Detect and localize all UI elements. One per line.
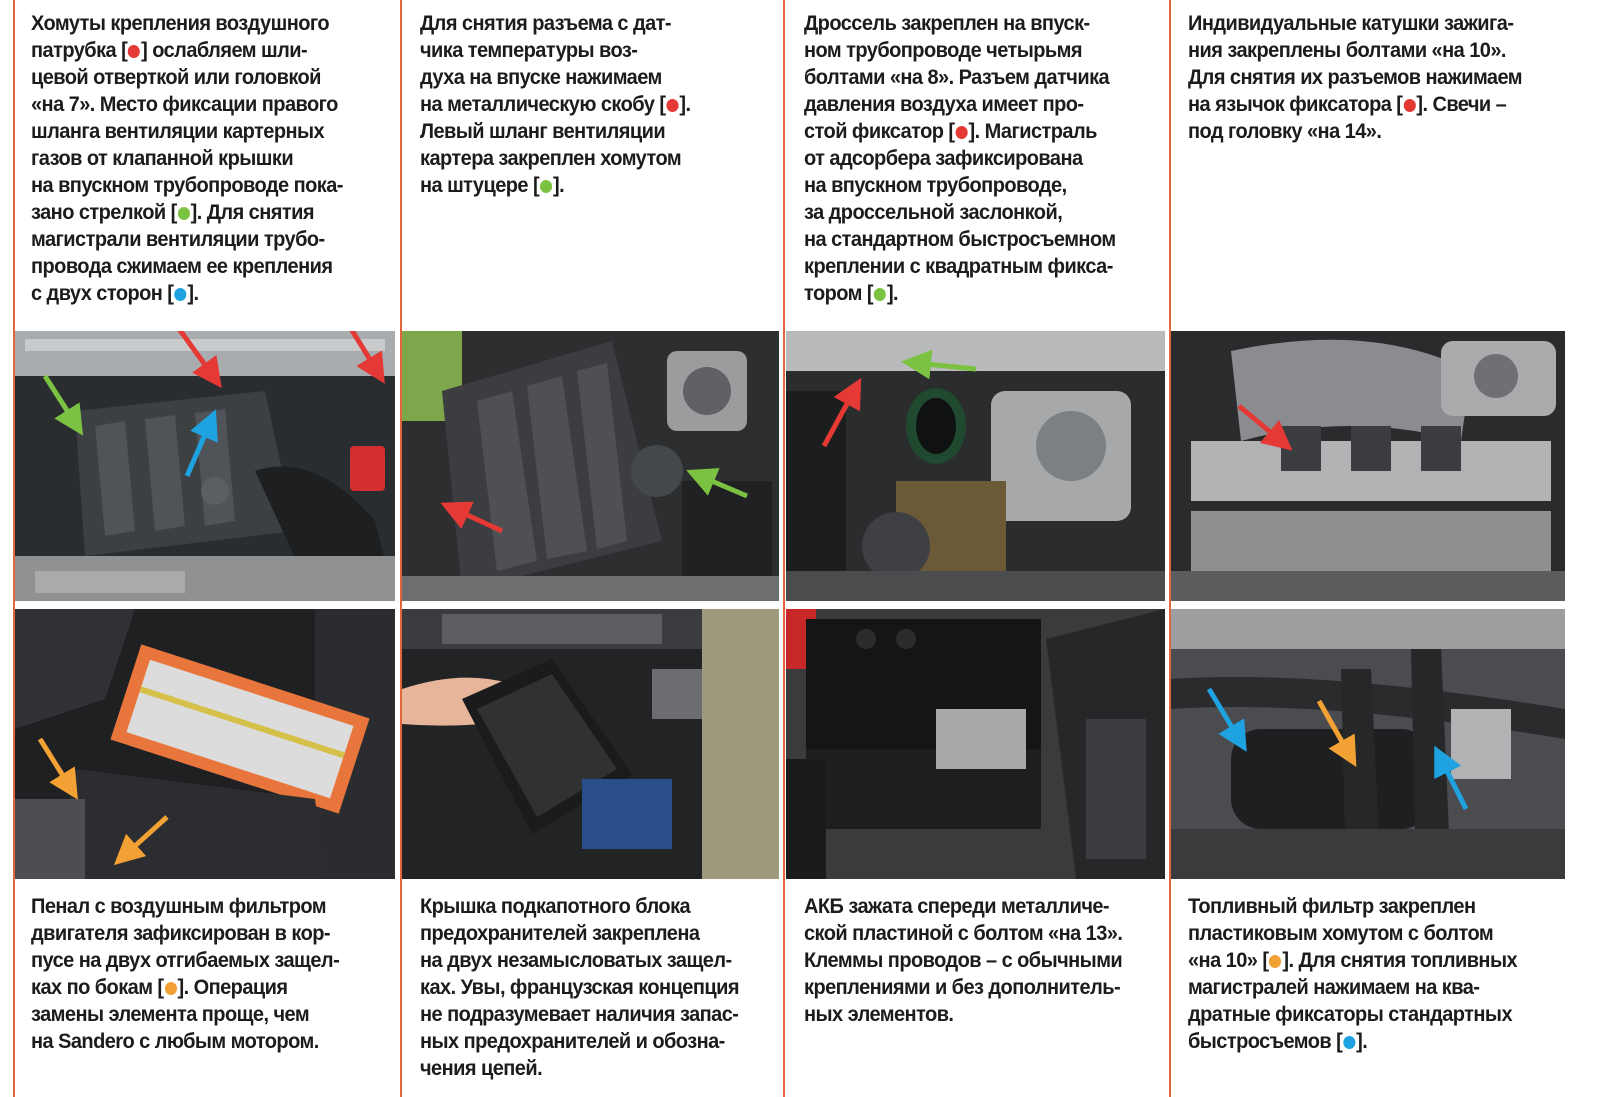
caption-line	[804, 91, 1116, 118]
caption-line	[31, 893, 339, 920]
caption-text: шланга вентиляции картерных	[31, 119, 325, 143]
green-arrow	[700, 476, 747, 496]
green-marker-icon	[874, 288, 886, 301]
caption-text: на штуцере [	[420, 173, 540, 197]
caption-text: чения цепей.	[420, 1056, 543, 1080]
red-arrow	[454, 509, 502, 531]
caption-text: от адсорбера зафиксирована	[804, 146, 1083, 170]
caption-air-temp-sensor	[420, 10, 691, 199]
caption-line	[804, 253, 1116, 280]
caption-line	[804, 118, 1116, 145]
caption-text: провода сжимаем ее крепления	[31, 254, 333, 278]
caption-line	[1188, 1001, 1517, 1028]
caption-line	[420, 10, 691, 37]
caption-line	[31, 920, 339, 947]
caption-text: картера закреплен хомутом	[420, 146, 682, 170]
caption-text: Для снятия их разъемов нажимаем	[1188, 65, 1523, 89]
caption-text: с двух сторон [	[31, 281, 174, 305]
caption-line	[420, 145, 691, 172]
photo-battery	[786, 609, 1165, 879]
photo-air-filter	[15, 609, 395, 879]
caption-text: на язычок фиксатора [	[1188, 92, 1403, 116]
blue-marker-icon	[174, 288, 186, 301]
green-marker-icon	[540, 180, 552, 193]
caption-text: чика температуры воз-	[420, 38, 638, 62]
caption-text: ния закреплены болтами «на 10».	[1188, 38, 1506, 62]
caption-text: Индивидуальные катушки зажига-	[1188, 11, 1514, 35]
green-marker-icon	[178, 207, 190, 220]
caption-text: ] ослабляем шли-	[141, 38, 308, 62]
caption-line	[420, 1055, 739, 1082]
caption-text: на металлическую скобу [	[420, 92, 666, 116]
caption-text: креплениями и без дополнитель-	[804, 975, 1121, 999]
caption-text: магистрали вентиляции трубо-	[31, 227, 325, 251]
caption-text: ]. Свечи –	[1416, 92, 1507, 116]
caption-text: ках по бокам [	[31, 975, 164, 999]
caption-fuel-filter	[1188, 893, 1517, 1055]
caption-line	[420, 91, 691, 118]
caption-line	[804, 10, 1116, 37]
caption-line	[804, 1001, 1122, 1028]
caption-text: ].	[553, 173, 565, 197]
caption-line	[31, 280, 343, 307]
caption-line	[804, 974, 1122, 1001]
caption-text: АКБ зажата спереди металличе-	[804, 894, 1110, 918]
caption-line	[31, 37, 343, 64]
caption-line	[1188, 118, 1522, 145]
caption-text: предохранителей закреплена	[420, 921, 700, 945]
caption-text: «на 10» [	[1188, 948, 1269, 972]
caption-line	[804, 226, 1116, 253]
caption-line	[31, 64, 343, 91]
caption-line	[420, 947, 739, 974]
photo-fuel-filter	[1171, 609, 1565, 879]
red-marker-icon	[666, 99, 678, 112]
caption-text: давления воздуха имеет про-	[804, 92, 1084, 116]
caption-text: дратные фиксаторы стандартных	[1188, 1002, 1513, 1026]
caption-line	[420, 893, 739, 920]
caption-text: ]. Операция	[177, 975, 288, 999]
caption-text: патрубка [	[31, 38, 128, 62]
caption-line	[31, 91, 343, 118]
green-arrow	[45, 376, 75, 423]
caption-line	[1188, 37, 1522, 64]
caption-text: ]. Для снятия топливных	[1282, 948, 1518, 972]
caption-text: ].	[679, 92, 691, 116]
caption-text: Дроссель закреплен на впуск-	[804, 11, 1090, 35]
caption-line	[31, 974, 339, 1001]
orange-marker-icon	[1269, 955, 1281, 968]
red-arrow	[824, 391, 854, 446]
caption-text: газов от клапанной крышки	[31, 146, 294, 170]
caption-text: ].	[187, 281, 199, 305]
caption-text: ]. Магистраль	[968, 119, 1097, 143]
caption-text: не подразумевает наличия запас-	[420, 1002, 739, 1026]
caption-line	[420, 1028, 739, 1055]
caption-line	[31, 253, 343, 280]
caption-battery	[804, 893, 1122, 1028]
caption-text: на Sandero с любым мотором.	[31, 1029, 319, 1053]
caption-line	[31, 226, 343, 253]
caption-text: ных предохранителей и обозна-	[420, 1029, 725, 1053]
caption-text: креплении с квадратным фикса-	[804, 254, 1113, 278]
caption-line	[804, 145, 1116, 172]
caption-line	[31, 10, 343, 37]
caption-line	[804, 280, 1116, 307]
orange-arrow	[125, 817, 167, 855]
caption-text: Клеммы проводов – с обычными	[804, 948, 1123, 972]
caption-text: Для снятия разъема с дат-	[420, 11, 671, 35]
caption-text: на впускном трубопроводе пока-	[31, 173, 343, 197]
red-marker-icon	[1403, 99, 1415, 112]
blue-arrow	[1441, 759, 1466, 809]
caption-line	[1188, 91, 1522, 118]
caption-text: Топливный фильтр закреплен	[1188, 894, 1476, 918]
caption-line	[31, 118, 343, 145]
red-arrow	[345, 331, 377, 371]
orange-marker-icon	[164, 982, 176, 995]
caption-text: духа на впуске нажимаем	[420, 65, 662, 89]
caption-text: зано стрелкой [	[31, 200, 177, 224]
caption-text: Крышка подкапотного блока	[420, 894, 691, 918]
photo-engine-intake	[15, 331, 395, 601]
caption-text: пластиковым хомутом с болтом	[1188, 921, 1494, 945]
caption-text: магистралей нажимаем на ква-	[1188, 975, 1480, 999]
caption-line	[804, 37, 1116, 64]
caption-line	[804, 199, 1116, 226]
caption-throttle-body	[804, 10, 1116, 307]
caption-text: цевой отверткой или головкой	[31, 65, 321, 89]
caption-text: тором [	[804, 281, 874, 305]
caption-text: ном трубопроводе четырьмя	[804, 38, 1083, 62]
caption-intake-hose-clamps	[31, 10, 343, 307]
caption-text: на впускном трубопроводе,	[804, 173, 1067, 197]
blue-marker-icon	[1343, 1036, 1355, 1049]
caption-line	[31, 145, 343, 172]
caption-line	[804, 920, 1122, 947]
caption-text: ].	[886, 281, 899, 305]
caption-text: замены элемента проще, чем	[31, 1002, 310, 1026]
caption-line	[1188, 947, 1517, 974]
caption-text: на двух незамысловатых защел-	[420, 948, 732, 972]
caption-line	[31, 1028, 339, 1055]
caption-text: пусе на двух отгибаемых защел-	[31, 948, 340, 972]
caption-line	[804, 893, 1122, 920]
caption-line	[31, 199, 343, 226]
caption-line	[1188, 64, 1522, 91]
blue-arrow	[1209, 689, 1239, 739]
green-arrow	[916, 363, 976, 369]
orange-arrow	[1319, 701, 1349, 754]
orange-arrow	[40, 739, 70, 787]
photo-ignition-coils	[1171, 331, 1565, 601]
red-arrow	[177, 331, 213, 376]
red-marker-icon	[128, 45, 140, 58]
column-separator-3	[783, 0, 785, 1097]
caption-text: Левый шланг вентиляции	[420, 119, 666, 143]
caption-line	[1188, 974, 1517, 1001]
caption-text: ]. Для снятия	[190, 200, 314, 224]
caption-line	[31, 1001, 339, 1028]
caption-text: стой фиксатор [	[804, 119, 955, 143]
photo-intake-manifold	[402, 331, 779, 601]
caption-air-filter	[31, 893, 339, 1055]
caption-text: Пенал с воздушным фильтром	[31, 894, 327, 918]
caption-text: болтами «на 8». Разъем датчика	[804, 65, 1110, 89]
caption-text: ных элементов.	[804, 1002, 954, 1026]
caption-line	[1188, 893, 1517, 920]
caption-text: ].	[1356, 1029, 1368, 1053]
caption-line	[1188, 10, 1522, 37]
caption-text: под головку «на 14».	[1188, 119, 1382, 143]
caption-text: на стандартном быстросъемном	[804, 227, 1116, 251]
caption-line	[420, 172, 691, 199]
caption-line	[420, 64, 691, 91]
red-arrow	[1239, 406, 1281, 441]
photo-throttle-body	[786, 331, 1165, 601]
caption-line	[804, 947, 1122, 974]
caption-fuse-box-cover	[420, 893, 739, 1082]
caption-text: «на 7». Место фиксации правого	[31, 92, 338, 116]
caption-line	[420, 118, 691, 145]
caption-line	[420, 920, 739, 947]
caption-line	[31, 172, 343, 199]
caption-text: двигателя зафиксирован в кор-	[31, 921, 331, 945]
caption-text: быстросъемов [	[1188, 1029, 1343, 1053]
blue-arrow	[187, 423, 210, 476]
caption-text: за дроссельной заслонкой,	[804, 200, 1063, 224]
caption-ignition-coils	[1188, 10, 1522, 145]
caption-line	[1188, 920, 1517, 947]
caption-line	[420, 1001, 739, 1028]
caption-text: ской пластиной с болтом «на 13».	[804, 921, 1123, 945]
caption-line	[804, 64, 1116, 91]
caption-line	[1188, 1028, 1517, 1055]
red-marker-icon	[955, 126, 967, 139]
caption-text: Хомуты крепления воздушного	[31, 11, 330, 35]
caption-line	[804, 172, 1116, 199]
caption-line	[420, 37, 691, 64]
caption-line	[31, 947, 339, 974]
caption-text: ках. Увы, французская концепция	[420, 975, 739, 999]
photo-fuse-box	[402, 609, 779, 879]
caption-line	[420, 974, 739, 1001]
